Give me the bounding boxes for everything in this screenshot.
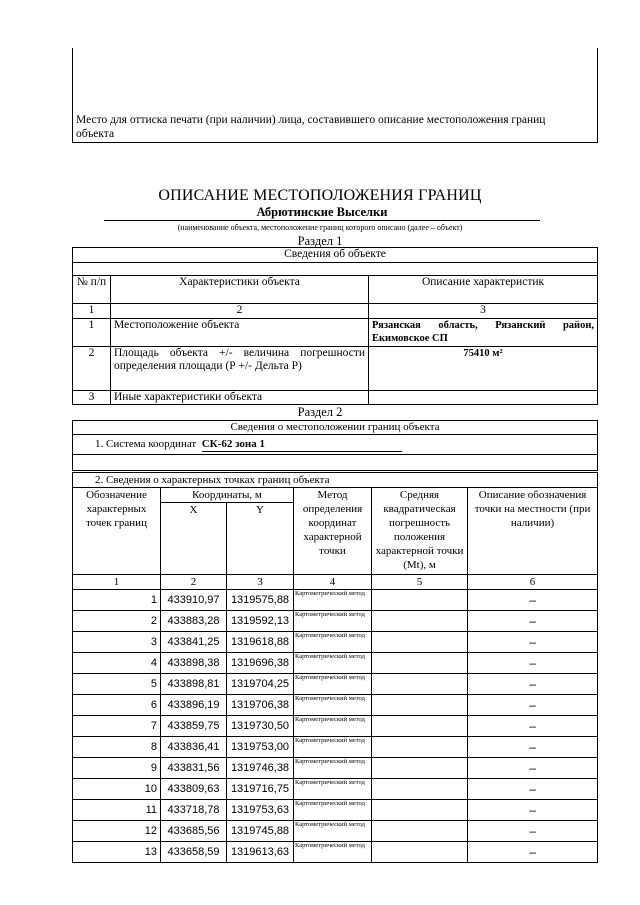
point-y: 1319704,25 [227, 674, 294, 695]
point-method: Картометрический метод [294, 758, 372, 779]
point-y: 1319618,88 [227, 632, 294, 653]
table-row [73, 800, 598, 821]
point-y: 1319716,75 [227, 779, 294, 800]
point-method: Картометрический метод [294, 590, 372, 611]
col-index: 5 [372, 575, 468, 590]
col-accuracy-header: Средняя квадратическая погрешность положения характерной точки (Mt), м [372, 488, 468, 575]
point-y: 1319745,88 [227, 821, 294, 842]
table-row [73, 758, 598, 779]
point-y: 1319575,88 [227, 590, 294, 611]
table-row [73, 716, 598, 737]
table-row [73, 590, 598, 611]
point-description: – [468, 590, 598, 611]
point-accuracy [372, 632, 468, 653]
col-x-header: X [161, 503, 227, 575]
col-index: 2 [111, 304, 369, 319]
point-number: 11 [73, 800, 161, 821]
point-accuracy [372, 695, 468, 716]
point-accuracy [372, 800, 468, 821]
object-info-table [72, 247, 598, 405]
col-y-header: Y [227, 503, 294, 575]
row-label: Площадь объекта +/- величина погрешности определения площади (Р +/- Дельта Р) [111, 346, 369, 390]
point-x: 433896,19 [161, 695, 227, 716]
point-x: 433658,59 [161, 842, 227, 863]
row-number: 3 [73, 390, 111, 405]
col-index: 1 [73, 304, 111, 319]
point-description: – [468, 842, 598, 863]
point-y: 1319746,38 [227, 758, 294, 779]
col-descr-header: Описание обозначения точки на местности (при наличии) [468, 488, 598, 575]
point-number: 6 [73, 695, 161, 716]
point-description: – [468, 821, 598, 842]
table-row [73, 611, 598, 632]
point-accuracy [372, 674, 468, 695]
table-row [73, 779, 598, 800]
table-row [73, 842, 598, 863]
point-description: – [468, 611, 598, 632]
point-y: 1319730,50 [227, 716, 294, 737]
object-name-caption: (наименование объекта, местоположение границ которого описано (далее – объект) [177, 223, 463, 232]
point-number: 12 [73, 821, 161, 842]
point-method: Картометрический метод [294, 779, 372, 800]
table-row [73, 632, 598, 653]
object-name: Абрютинские Выселки [104, 205, 540, 221]
coordinate-system-label: 1. Система координат [95, 438, 197, 450]
area-value: 75410 м² [369, 346, 598, 390]
col-index: 6 [468, 575, 598, 590]
point-x: 433718,78 [161, 800, 227, 821]
row-label: Иные характеристики объекта [111, 390, 369, 405]
col-num-header: № п/п [73, 276, 111, 304]
point-number: 1 [73, 590, 161, 611]
point-number: 3 [73, 632, 161, 653]
col-index: 3 [227, 575, 294, 590]
row-label: Местоположение объекта [111, 318, 369, 346]
boundary-points-table [72, 472, 598, 863]
col-method-header: Метод определения координат характерной точки [294, 488, 372, 575]
point-description: – [468, 716, 598, 737]
point-accuracy [372, 611, 468, 632]
object-info-header: Сведения об объекте [73, 248, 598, 263]
table-row [73, 695, 598, 716]
point-x: 433883,28 [161, 611, 227, 632]
col-designation-header: Обозначение характерных точек границ [73, 488, 161, 575]
point-x: 433831,56 [161, 758, 227, 779]
point-method: Картометрический метод [294, 842, 372, 863]
point-accuracy [372, 716, 468, 737]
point-accuracy [372, 653, 468, 674]
point-description: – [468, 779, 598, 800]
point-x: 433809,63 [161, 779, 227, 800]
point-number: 8 [73, 737, 161, 758]
point-y: 1319592,13 [227, 611, 294, 632]
point-number: 7 [73, 716, 161, 737]
empty-row [73, 455, 598, 471]
point-method: Картометрический метод [294, 632, 372, 653]
point-accuracy [372, 737, 468, 758]
other-characteristics-value [369, 390, 598, 405]
point-x: 433898,81 [161, 674, 227, 695]
point-description: – [468, 674, 598, 695]
section-1-title: Раздел 1 [297, 234, 343, 248]
point-method: Картометрический метод [294, 611, 372, 632]
point-number: 9 [73, 758, 161, 779]
point-method: Картометрический метод [294, 821, 372, 842]
point-description: – [468, 737, 598, 758]
row-number: 2 [73, 346, 111, 390]
table-row [73, 674, 598, 695]
document-title: ОПИСАНИЕ МЕСТОПОЛОЖЕНИЯ ГРАНИЦ [158, 187, 482, 204]
col-index: 4 [294, 575, 372, 590]
point-description: – [468, 632, 598, 653]
table-row [73, 737, 598, 758]
point-number: 10 [73, 779, 161, 800]
location-value: Рязанская область, Рязанский район, Екимовское СП [369, 318, 598, 346]
point-description: – [468, 800, 598, 821]
point-x: 433859,75 [161, 716, 227, 737]
point-x: 433910,97 [161, 590, 227, 611]
coordinate-system-row [73, 435, 598, 455]
point-x: 433836,41 [161, 737, 227, 758]
point-y: 1319696,38 [227, 653, 294, 674]
empty-row [73, 263, 598, 276]
point-method: Картометрический метод [294, 737, 372, 758]
points-body [73, 590, 598, 863]
point-method: Картометрический метод [294, 800, 372, 821]
col-index: 2 [161, 575, 227, 590]
point-accuracy [372, 821, 468, 842]
point-accuracy [372, 758, 468, 779]
boundary-info-table [72, 420, 598, 471]
boundary-info-header: Сведения о местоположении границ объекта [73, 421, 598, 435]
section-2-title: Раздел 2 [297, 405, 343, 419]
col-description-header: Описание характеристик [369, 276, 598, 304]
row-number: 1 [73, 318, 111, 346]
point-number: 13 [73, 842, 161, 863]
point-description: – [468, 653, 598, 674]
stamp-area-label: Место для оттиска печати (при наличии) лица, составившего описание местоположения границ объекта [76, 114, 546, 140]
col-index: 1 [73, 575, 161, 590]
col-characteristics-header: Характеристики объекта [111, 276, 369, 304]
point-method: Картометрический метод [294, 695, 372, 716]
point-accuracy [372, 590, 468, 611]
point-method: Картометрический метод [294, 653, 372, 674]
point-accuracy [372, 779, 468, 800]
col-index: 3 [369, 304, 598, 319]
table-row [73, 821, 598, 842]
point-y: 1319706,38 [227, 695, 294, 716]
coordinate-system-value: СК-62 зона 1 [202, 438, 402, 452]
point-accuracy [372, 842, 468, 863]
point-x: 433685,56 [161, 821, 227, 842]
point-description: – [468, 695, 598, 716]
point-description: – [468, 758, 598, 779]
point-number: 5 [73, 674, 161, 695]
point-y: 1319613,63 [227, 842, 294, 863]
points-section-label: 2. Сведения о характерных точках границ объекта [73, 473, 598, 488]
point-method: Картометрический метод [294, 716, 372, 737]
col-coords-header: Координаты, м [161, 488, 294, 503]
point-x: 433841,25 [161, 632, 227, 653]
point-x: 433898,38 [161, 653, 227, 674]
point-y: 1319753,00 [227, 737, 294, 758]
point-y: 1319753,63 [227, 800, 294, 821]
point-method: Картометрический метод [294, 674, 372, 695]
point-number: 4 [73, 653, 161, 674]
point-number: 2 [73, 611, 161, 632]
table-row [73, 653, 598, 674]
